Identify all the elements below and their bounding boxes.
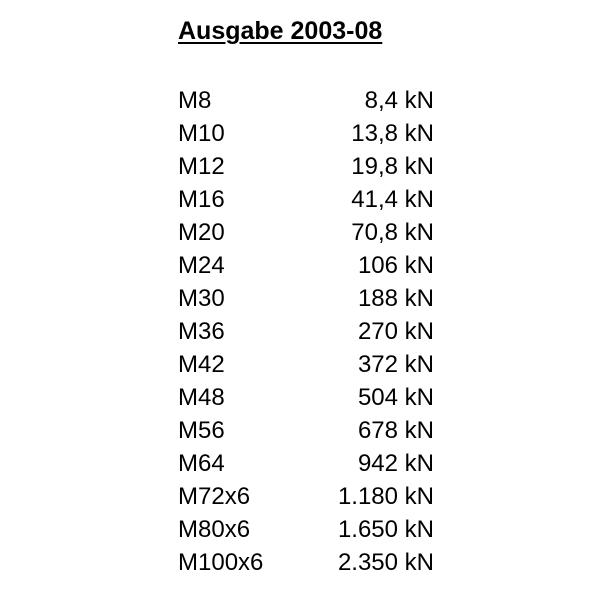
- thread-size: M80x6: [178, 516, 251, 543]
- load-value: 8,4 kN: [364, 87, 434, 114]
- load-value: 19,8 kN: [351, 153, 434, 180]
- table-row: [178, 84, 434, 117]
- thread-size: M72x6: [178, 483, 251, 510]
- load-value: 70,8 kN: [351, 219, 434, 246]
- load-value: 13,8 kN: [351, 120, 434, 147]
- thread-size: M56: [178, 417, 225, 444]
- thread-size: M24: [178, 252, 225, 279]
- thread-size: M36: [178, 318, 225, 345]
- thread-size: M12: [178, 153, 225, 180]
- table-row: [178, 447, 434, 480]
- table-row: [178, 315, 434, 348]
- table-row: [178, 117, 434, 150]
- table-row: [178, 381, 434, 414]
- thread-size: M42: [178, 351, 225, 378]
- thread-size: M20: [178, 219, 225, 246]
- thread-size: M10: [178, 120, 225, 147]
- load-table: [178, 84, 434, 579]
- load-value: 504 kN: [357, 384, 434, 411]
- thread-size: M64: [178, 450, 225, 477]
- load-value: 106 kN: [357, 252, 434, 279]
- load-value: 2.350 kN: [337, 549, 434, 576]
- table-row: [178, 216, 434, 249]
- thread-size: M30: [178, 285, 225, 312]
- table-row: [178, 348, 434, 381]
- load-value: 372 kN: [357, 351, 434, 378]
- thread-size: M48: [178, 384, 225, 411]
- table-row: [178, 282, 434, 315]
- load-value: 1.650 kN: [337, 516, 434, 543]
- load-value: 678 kN: [357, 417, 434, 444]
- table-row: [178, 183, 434, 216]
- table-row: [178, 414, 434, 447]
- load-value: 942 kN: [357, 450, 434, 477]
- thread-size: M8: [178, 87, 212, 114]
- table-row: [178, 546, 434, 579]
- page-title: Ausgabe 2003-08: [178, 17, 383, 45]
- thread-size: M100x6: [178, 549, 264, 576]
- load-value: 41,4 kN: [351, 186, 434, 213]
- thread-size: M16: [178, 186, 225, 213]
- table-row: [178, 513, 434, 546]
- load-value: 188 kN: [357, 285, 434, 312]
- table-row: [178, 480, 434, 513]
- table-row: [178, 150, 434, 183]
- load-value: 270 kN: [357, 318, 434, 345]
- table-row: [178, 249, 434, 282]
- load-value: 1.180 kN: [337, 483, 434, 510]
